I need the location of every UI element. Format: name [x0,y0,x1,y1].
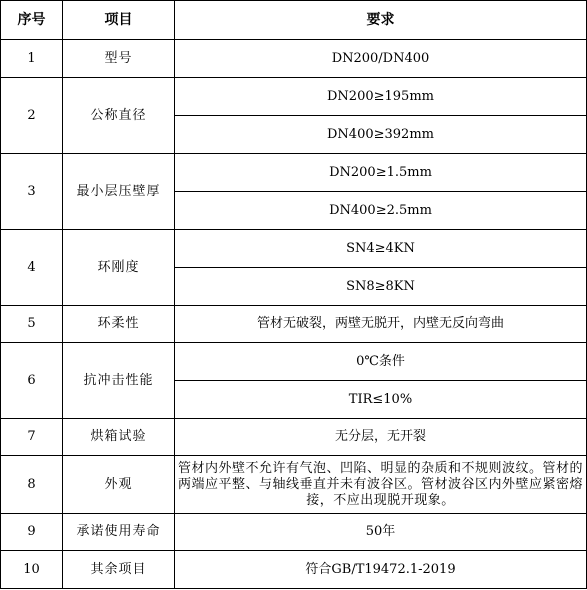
row-number: 10 [1,551,63,589]
table-row [1,78,587,116]
table-row [1,551,587,589]
table-row [1,456,587,514]
row-requirement: DN200/DN400 [175,40,587,78]
row-requirement: 管材无破裂，两壁无脱开，内壁无反向弯曲 [175,306,587,343]
row-requirement: 0℃条件 [175,343,587,381]
row-requirement: 50年 [175,514,587,551]
row-item: 抗冲击性能 [63,343,175,419]
header-row [1,1,587,40]
row-requirement: 符合GB/T19472.1-2019 [175,551,587,589]
row-requirement: 无分层，无开裂 [175,419,587,456]
row-number: 8 [1,456,63,514]
row-number: 3 [1,154,63,230]
header-item: 项目 [63,1,175,40]
table-row [1,419,587,456]
row-requirement: DN400≥2.5mm [175,192,587,230]
row-number: 1 [1,40,63,78]
table-row [1,343,587,381]
row-requirement: DN400≥392mm [175,116,587,154]
row-requirement: DN200≥1.5mm [175,154,587,192]
row-item: 其余项目 [63,551,175,589]
row-number: 4 [1,230,63,306]
table-row [1,154,587,192]
header-no: 序号 [1,1,63,40]
row-number: 6 [1,343,63,419]
row-requirement: SN4≥4KN [175,230,587,268]
row-item: 环刚度 [63,230,175,306]
row-item: 环柔性 [63,306,175,343]
row-requirement: 管材内外壁不允许有气泡、凹陷、明显的杂质和不规则波纹。管材的两端应平整、与轴线垂直并未有波谷区。管材波谷区内外壁应紧密熔接，不应出现脱开现象。 [175,456,587,514]
row-number: 7 [1,419,63,456]
row-item: 烘箱试验 [63,419,175,456]
table-row [1,514,587,551]
row-requirement: DN200≥195mm [175,78,587,116]
row-item: 型号 [63,40,175,78]
table-row [1,306,587,343]
table-row [1,230,587,268]
table-row [1,40,587,78]
row-item: 最小层压壁厚 [63,154,175,230]
row-requirement: SN8≥8KN [175,268,587,306]
row-requirement: TIR≤10% [175,381,587,419]
row-number: 5 [1,306,63,343]
row-item: 公称直径 [63,78,175,154]
row-item: 外观 [63,456,175,514]
row-item: 承诺使用寿命 [63,514,175,551]
row-number: 9 [1,514,63,551]
header-requirement: 要求 [175,1,587,40]
row-number: 2 [1,78,63,154]
